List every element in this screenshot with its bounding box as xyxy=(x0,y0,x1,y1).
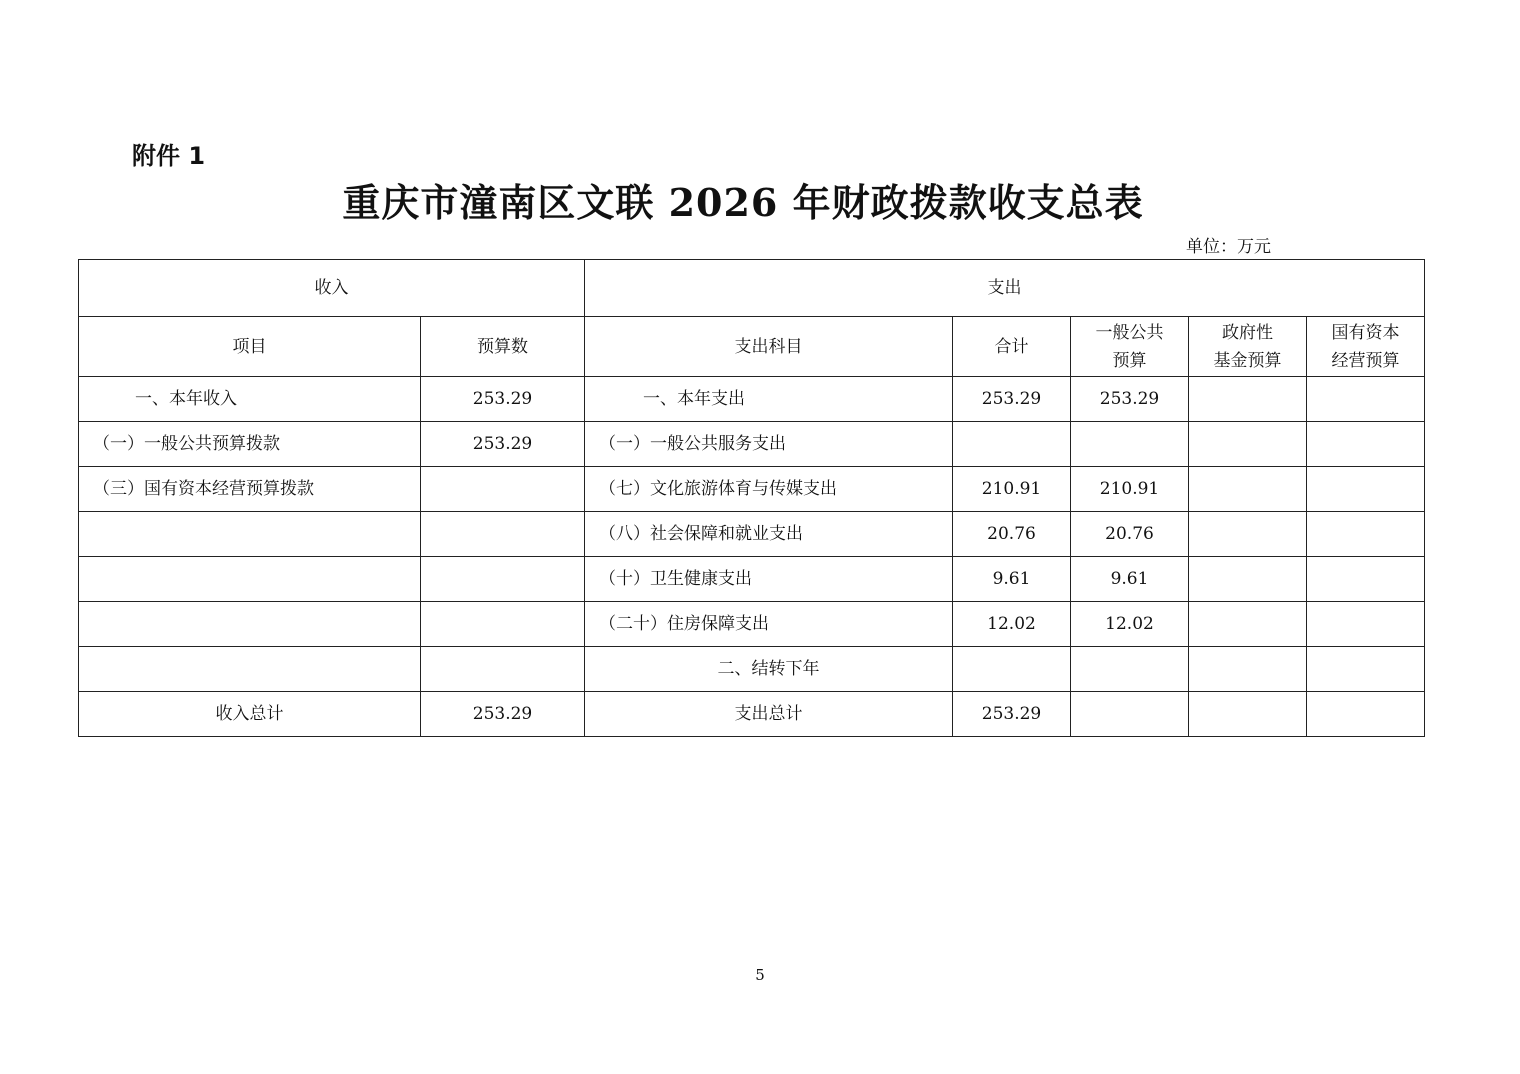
column-header-row xyxy=(79,317,1425,377)
header-government-fund-budget xyxy=(1189,317,1307,377)
income-item-cell xyxy=(79,602,421,647)
expenditure-item-cell: （十）卫生健康支出 xyxy=(585,557,953,602)
expenditure-total-value: 253.29 xyxy=(953,692,1071,737)
totals-row xyxy=(79,692,1425,737)
income-budget-cell xyxy=(421,512,585,557)
income-budget-cell xyxy=(421,467,585,512)
header-govfund-line2: 基金预算 xyxy=(1213,350,1282,371)
state-capital-cell xyxy=(1307,602,1425,647)
state-capital-cell xyxy=(1307,557,1425,602)
budget-table xyxy=(78,259,1425,737)
header-statecap-line2: 经营预算 xyxy=(1331,350,1400,371)
gov-fund-cell xyxy=(1189,602,1307,647)
general-budget-cell xyxy=(1071,422,1189,467)
income-budget-cell xyxy=(421,647,585,692)
header-state-capital-budget xyxy=(1307,317,1425,377)
table-row xyxy=(79,377,1425,422)
general-budget-cell: 210.91 xyxy=(1071,467,1189,512)
table-row xyxy=(79,602,1425,647)
header-expenditure-item: 支出科目 xyxy=(585,317,953,377)
header-statecap-line1: 国有资本 xyxy=(1331,322,1400,343)
header-govfund-line1: 政府性 xyxy=(1222,322,1273,343)
general-budget-cell: 12.02 xyxy=(1071,602,1189,647)
general-budget-cell: 253.29 xyxy=(1071,377,1189,422)
header-general-public-budget xyxy=(1071,317,1189,377)
attachment-label: 附件 1 xyxy=(132,142,206,170)
total-cell: 253.29 xyxy=(953,377,1071,422)
state-capital-cell xyxy=(1307,692,1425,737)
table-row xyxy=(79,467,1425,512)
state-capital-cell xyxy=(1307,467,1425,512)
income-item-cell xyxy=(79,647,421,692)
gov-fund-cell xyxy=(1189,377,1307,422)
expenditure-item-cell: （八）社会保障和就业支出 xyxy=(585,512,953,557)
state-capital-cell xyxy=(1307,647,1425,692)
gov-fund-cell xyxy=(1189,422,1307,467)
gov-fund-cell xyxy=(1189,557,1307,602)
income-budget-cell: 253.29 xyxy=(421,422,585,467)
expenditure-item-cell: （二十）住房保障支出 xyxy=(585,602,953,647)
general-budget-cell xyxy=(1071,647,1189,692)
header-general-line1: 一般公共 xyxy=(1095,322,1164,343)
income-budget-cell xyxy=(421,602,585,647)
income-total-value: 253.29 xyxy=(421,692,585,737)
table-row xyxy=(79,422,1425,467)
income-budget-cell: 253.29 xyxy=(421,377,585,422)
total-cell: 20.76 xyxy=(953,512,1071,557)
page-number: 5 xyxy=(755,966,765,984)
income-item-cell: （一）一般公共预算拨款 xyxy=(79,422,421,467)
income-item-cell: 一、本年收入 xyxy=(79,377,421,422)
income-item-cell xyxy=(79,512,421,557)
unit-label: 单位：万元 xyxy=(1186,237,1271,257)
income-group-header: 收入 xyxy=(79,260,585,317)
total-cell: 9.61 xyxy=(953,557,1071,602)
header-total: 合计 xyxy=(953,317,1071,377)
general-budget-cell: 20.76 xyxy=(1071,512,1189,557)
header-general-line2: 预算 xyxy=(1112,350,1147,371)
gov-fund-cell xyxy=(1189,692,1307,737)
expenditure-item-cell: 一、本年支出 xyxy=(585,377,953,422)
income-item-cell xyxy=(79,557,421,602)
income-budget-cell xyxy=(421,557,585,602)
table-row xyxy=(79,512,1425,557)
total-cell xyxy=(953,422,1071,467)
gov-fund-cell xyxy=(1189,647,1307,692)
general-budget-cell: 9.61 xyxy=(1071,557,1189,602)
income-total-label: 收入总计 xyxy=(79,692,421,737)
header-item: 项目 xyxy=(79,317,421,377)
total-cell: 210.91 xyxy=(953,467,1071,512)
table-row xyxy=(79,647,1425,692)
gov-fund-cell xyxy=(1189,467,1307,512)
header-budget-amount: 预算数 xyxy=(421,317,585,377)
expenditure-item-cell: （一）一般公共服务支出 xyxy=(585,422,953,467)
income-item-cell: （三）国有资本经营预算拨款 xyxy=(79,467,421,512)
expenditure-total-label: 支出总计 xyxy=(585,692,953,737)
document-title: 重庆市潼南区文联 2026 年财政拨款收支总表 xyxy=(342,180,1144,225)
table-row xyxy=(79,557,1425,602)
expenditure-item-cell: （七）文化旅游体育与传媒支出 xyxy=(585,467,953,512)
state-capital-cell xyxy=(1307,377,1425,422)
expenditure-group-header: 支出 xyxy=(585,260,1425,317)
gov-fund-cell xyxy=(1189,512,1307,557)
total-cell: 12.02 xyxy=(953,602,1071,647)
total-cell xyxy=(953,647,1071,692)
state-capital-cell xyxy=(1307,422,1425,467)
state-capital-cell xyxy=(1307,512,1425,557)
general-budget-cell xyxy=(1071,692,1189,737)
expenditure-item-cell: 二、结转下年 xyxy=(585,647,953,692)
group-header-row xyxy=(79,260,1425,317)
